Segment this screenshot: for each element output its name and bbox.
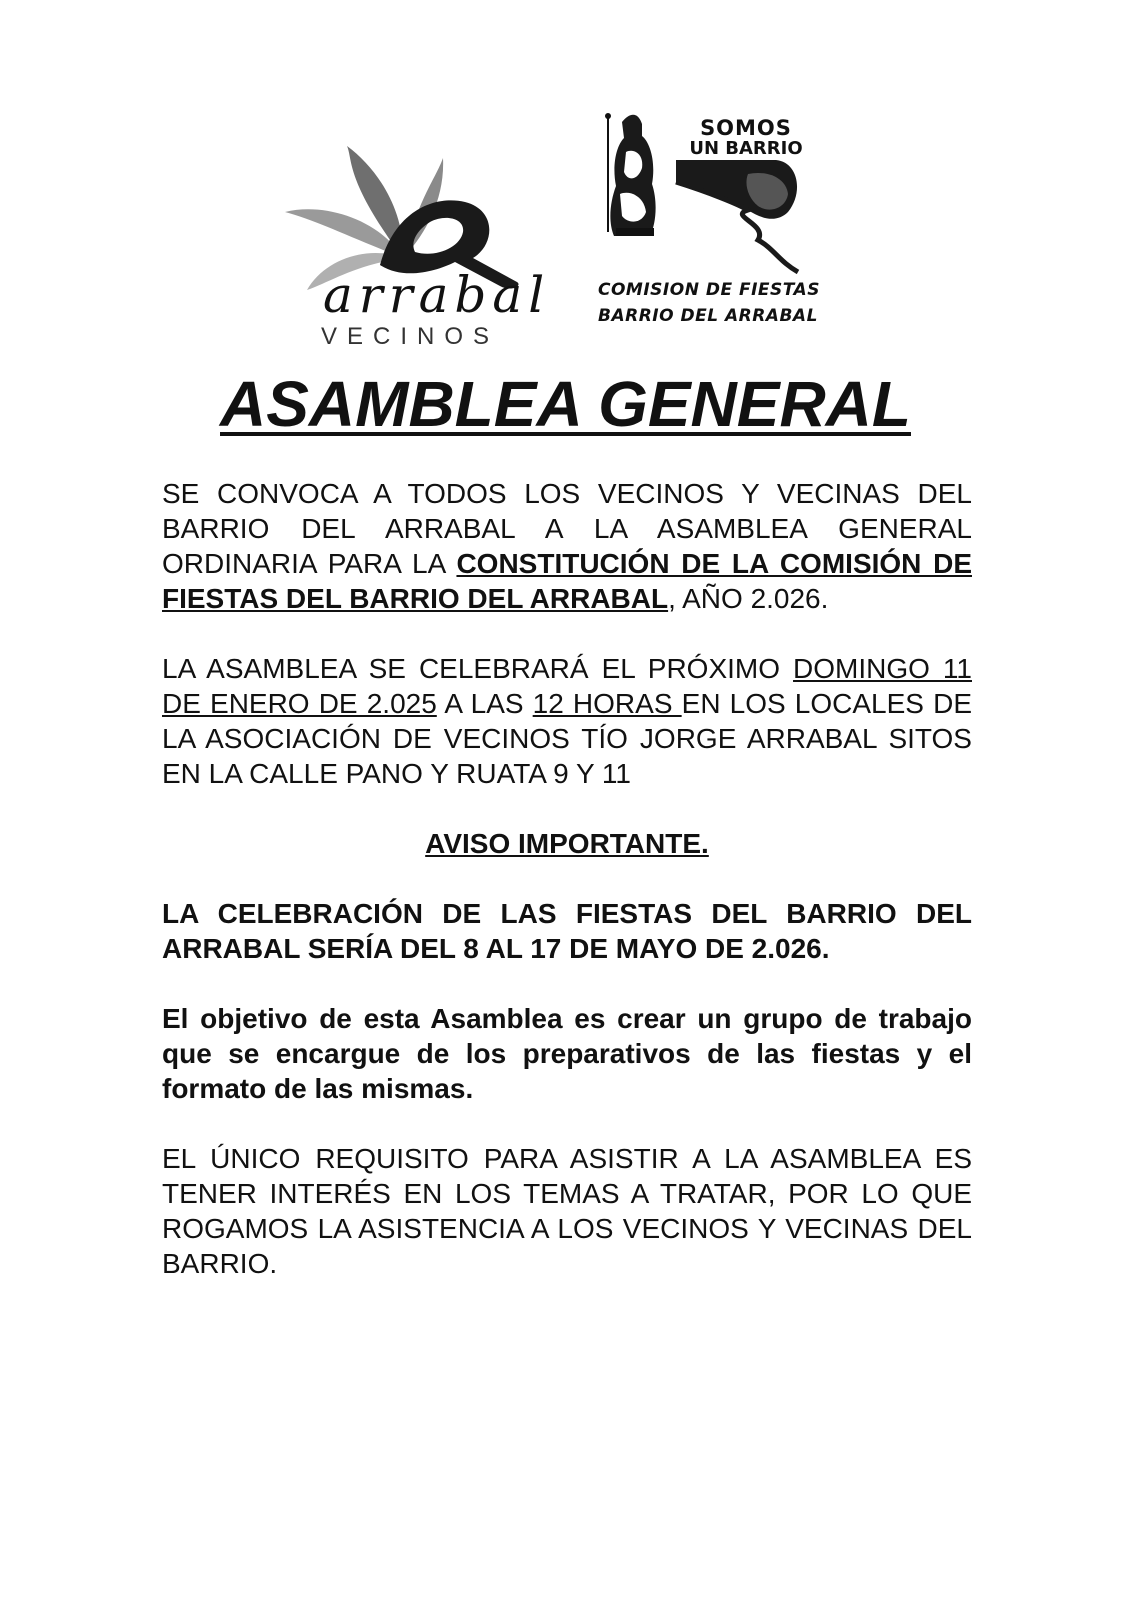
comision-logo-text-line1: COMISION DE FIESTAS	[598, 280, 820, 300]
comision-logo-text-line2: BARRIO DEL ARRABAL	[598, 306, 818, 326]
requirement-paragraph: EL ÚNICO REQUISITO PARA ASISTIR A LA ASAMBLEA ES TENER INTERÉS EN LOS TEMAS A TRATAR, POR LO QUE ROGAMOS LA ASISTENCIA A LOS VECINOS Y VECINAS DEL BARRIO.	[162, 1143, 972, 1279]
arrabal-logo-word: arrabal	[323, 266, 551, 324]
meeting-time: 12 HORAS	[532, 688, 682, 719]
notice-heading: AVISO IMPORTANTE.	[425, 828, 709, 859]
meeting-date: DOMINGO 11 DE ENERO DE 2.025	[162, 653, 972, 719]
meeting-details-paragraph	[162, 651, 972, 791]
festival-dates-paragraph: LA CELEBRACIÓN DE LAS FIESTAS DEL BARRIO DEL ARRABAL SERÍA DEL 8 AL 17 DE MAYO DE 2.026.	[162, 898, 972, 964]
somos-logo-text: SOMOS	[700, 116, 792, 140]
objective-paragraph: El objetivo de esta Asamblea es crear un grupo de trabajo que se encargue de los preparativos de las fiestas y el formato de las mismas.	[162, 1003, 972, 1104]
convocation-year: , AÑO 2.026.	[668, 583, 829, 614]
arrabal-vecinos-logo	[285, 140, 551, 355]
convocation-paragraph	[162, 476, 972, 616]
document-title: ASAMBLEA GENERAL	[220, 368, 911, 440]
document-body	[162, 476, 972, 1316]
meeting-at: A LAS	[436, 688, 533, 719]
meeting-intro: LA ASAMBLEA SE CELEBRARÁ EL PRÓXIMO	[162, 653, 794, 684]
meeting-location: EN LOS LOCALES DE LA ASOCIACIÓN DE VECINOS TÍO JORGE ARRABAL SITOS EN LA CALLE PANO Y RUATA 9 Y 11	[162, 688, 972, 789]
un-barrio-logo-text: UN BARRIO	[689, 138, 803, 159]
convocation-text: SE CONVOCA A TODOS LOS VECINOS Y VECINAS DEL BARRIO DEL ARRABAL A LA ASAMBLEA GENERAL ORDINARIA PARA LA	[162, 478, 972, 579]
convocation-purpose: CONSTITUCIÓN DE LA COMISIÓN DE FIESTAS DEL BARRIO DEL ARRABAL	[162, 548, 972, 614]
vecinos-logo-word: VECINOS	[321, 323, 500, 350]
comision-fiestas-logo	[598, 112, 830, 342]
